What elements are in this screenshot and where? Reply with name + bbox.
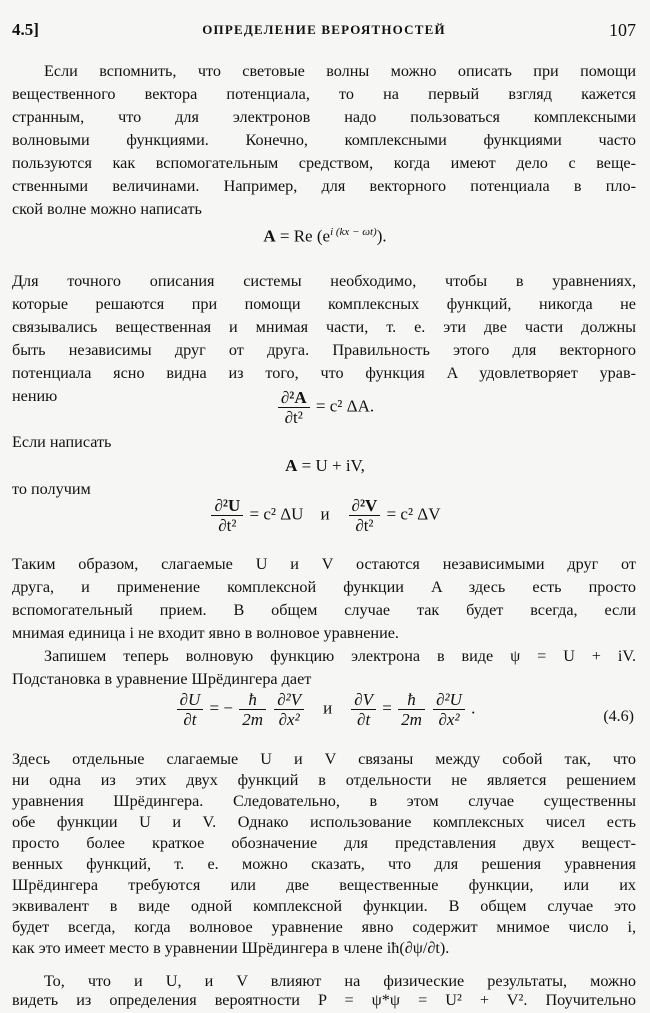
text-line: связывались вещественная и мнимая части, т. е. эти две части должны — [12, 318, 636, 336]
section-number: 4.5] — [12, 20, 39, 39]
text-line: просто более краткое обозначение для представления двух вещест- — [12, 834, 636, 852]
text-line: Если написать — [12, 433, 112, 451]
equation-number: (4.6) — [603, 708, 634, 725]
text-line: Здесь отдельные слагаемые U и V связаны между собой так, что — [12, 750, 636, 768]
text-line: мнимая единица i не входит явно в волновое уравнение. — [12, 624, 399, 642]
text-line: то получим — [12, 480, 91, 498]
text-line: венных функций, т. е. можно сказать, что для решения уравнения — [12, 855, 636, 873]
equation-wave-A: $\frac{\text{∂²A}}{\text{∂t²}}$ = c² ΔA. — [0, 388, 650, 427]
text-line: Запишем теперь волновую функцию электрона в виде ψ = U + iV. — [44, 647, 636, 665]
text-line: вещественного вектора потенциала, то на первый взгляд кажется — [12, 85, 636, 103]
text-line: эквивалент в виде одной комплексной функции. В общем случае это — [12, 897, 636, 915]
text-line: пользуются как вспомогательным средством, когда имеют дело с веще- — [12, 154, 636, 172]
text-line: обе функции U и V. Однако использование комплексных чисел есть — [12, 813, 636, 831]
text-line: друга, и применение комплексной функции A здесь есть просто — [12, 578, 636, 596]
equation-wave-UV: $\frac{\text{∂²U}}{\text{∂t²}}$ = c² ΔU и $\frac{\text{∂²V}}{\text{∂t²}}$ = c² ΔV — [0, 496, 650, 535]
text-line: Если вспомнить, что световые волны можно описать при помощи — [44, 62, 636, 80]
text-line: Для точного описания системы необходимо, чтобы в уравнениях, — [12, 272, 636, 290]
text-line: нению — [12, 387, 58, 405]
text-line: потенциала ясно видна из того, что функция A удовлетворяет урав- — [12, 364, 636, 382]
text-line: как это имеет место в уравнении Шрёдингера в члене iħ(∂ψ/∂t). — [12, 939, 450, 957]
text-line: То, что и U, и V влияют на физические результаты, можно — [44, 972, 636, 990]
page-number: 107 — [609, 20, 636, 40]
text-line: ни одна из этих двух функций в отдельности не является решением — [12, 771, 636, 789]
text-line: будет всегда, когда волновое уравнение явно содержит мнимое число i, — [12, 918, 636, 936]
equation-plane-wave: A = Re $(e^{i (kx - \omega t)})$. — [263, 226, 387, 246]
running-header — [12, 20, 636, 46]
text-line: видеть из определения вероятности P = ψ*ψ = U² + V². Поучительно — [12, 991, 636, 1009]
text-line: Подстановка в уравнение Шрёдингера дает — [12, 670, 312, 688]
equation-schrodinger-split: $\frac{\partial U}{\partial t}$ = − $\frac{ħ}{2m}$ $\frac{\text{∂²V}}{\text{∂x²}}$ и $\frac{\partial V}{\partial t}$ = $\frac{ħ}{2m}$ $\frac{\text{∂²U}}{\text{∂x²}}$ . — [0, 690, 650, 729]
text-line: ственными величинами. Например, для векторного потенциала в пло- — [12, 177, 636, 195]
text-line: уравнения Шрёдингера. Следовательно, в этом случае существенны — [12, 792, 636, 810]
running-title: ОПРЕДЕЛЕНИЕ ВЕРОЯТНОСТЕЙ — [202, 22, 446, 37]
text-line: вспомогательный прием. В общем случае так будет всегда, если — [12, 601, 636, 619]
text-line: ской волне можно написать — [12, 200, 202, 218]
equation-A-decomposition: A = U + iV, — [285, 456, 365, 475]
text-line: быть независимы друг от друга. Правильность этого для векторного — [12, 341, 636, 359]
text-line: волновыми функциями. Конечно, комплексными функциями часто — [12, 131, 636, 149]
text-line: странным, что для электронов надо пользоваться комплексными — [12, 108, 636, 126]
text-line: Шрёдингера требуются или две вещественные функции, или их — [12, 876, 636, 894]
text-line: которые решаются при помощи комплексных функций, никогда не — [12, 295, 636, 313]
text-line: Таким образом, слагаемые U и V остаются независимыми друг от — [12, 555, 636, 573]
